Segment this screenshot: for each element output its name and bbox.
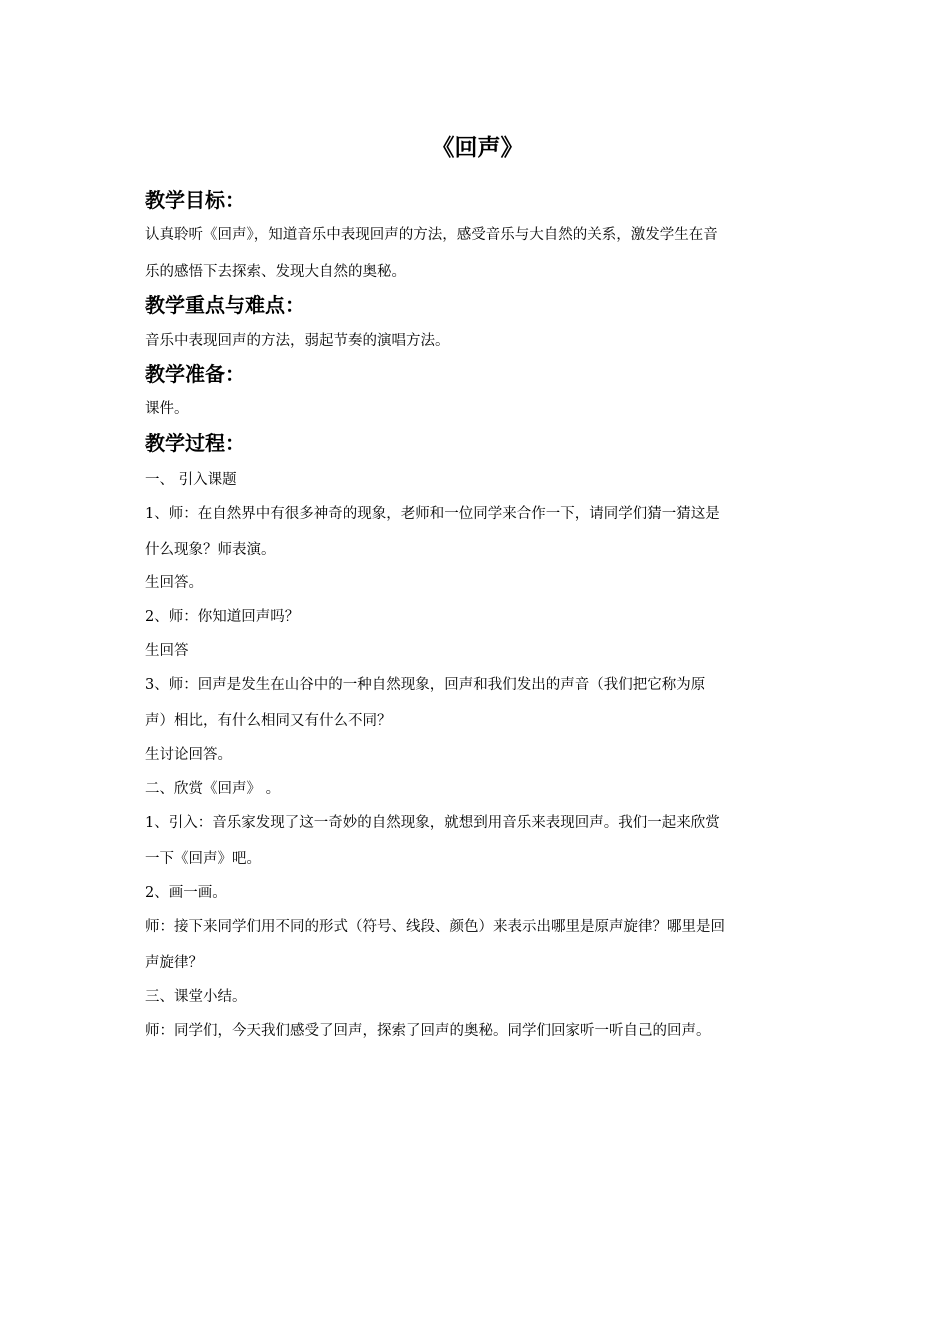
process-line-3: 什么现象？师表演。 xyxy=(145,542,276,558)
preparation-text: 课件。 xyxy=(145,401,189,417)
process-line-13: 2、画一画。 xyxy=(145,885,227,901)
key-points-text: 音乐中表现回声的方法，弱起节奏的演唱方法。 xyxy=(145,333,450,349)
process-line-7: 3、师：回声是发生在山谷中的一种自然现象，回声和我们发出的声音（我们把它称为原 xyxy=(145,677,706,693)
process-line-10: 二、欣赏《回声》 。 xyxy=(145,781,281,797)
objectives-line-2: 乐的感悟下去探索、发现大自然的奥秘。 xyxy=(145,264,406,280)
document-title: 《回声》 xyxy=(431,135,524,161)
process-line-14: 师：接下来同学们用不同的形式（符号、线段、颜色）来表示出哪里是原声旋律？哪里是回 xyxy=(145,919,725,935)
process-line-1: 一、 引入课题 xyxy=(145,472,237,488)
process-line-6: 生回答 xyxy=(145,643,189,659)
process-line-15: 声旋律？ xyxy=(145,955,203,971)
process-heading: 教学过程： xyxy=(145,431,245,455)
process-line-16: 三、课堂小结。 xyxy=(145,989,247,1005)
key-points-heading: 教学重点与难点： xyxy=(145,293,305,317)
process-line-5: 2、师：你知道回声吗？ xyxy=(145,609,300,625)
preparation-heading: 教学准备： xyxy=(145,362,245,386)
process-line-2: 1、师：在自然界中有很多神奇的现象，老师和一位同学来合作一下，请同学们猜一猜这是 xyxy=(145,506,720,522)
process-line-11: 1、引入：音乐家发现了这一奇妙的自然现象，就想到用音乐来表现回声。我们一起来欣赏 xyxy=(145,815,720,831)
process-line-4: 生回答。 xyxy=(145,575,203,591)
process-line-8: 声）相比，有什么相同又有什么不同？ xyxy=(145,713,392,729)
process-line-12: 一下《回声》吧。 xyxy=(145,851,261,867)
objectives-heading: 教学目标： xyxy=(145,188,245,212)
process-line-9: 生讨论回答。 xyxy=(145,747,232,763)
document-page xyxy=(145,0,810,1344)
process-line-17: 师：同学们，今天我们感受了回声，探索了回声的奥秘。同学们回家听一听自己的回声。 xyxy=(145,1023,711,1039)
objectives-line-1: 认真聆听《回声》，知道音乐中表现回声的方法，感受音乐与大自然的关系，激发学生在音 xyxy=(145,227,718,243)
